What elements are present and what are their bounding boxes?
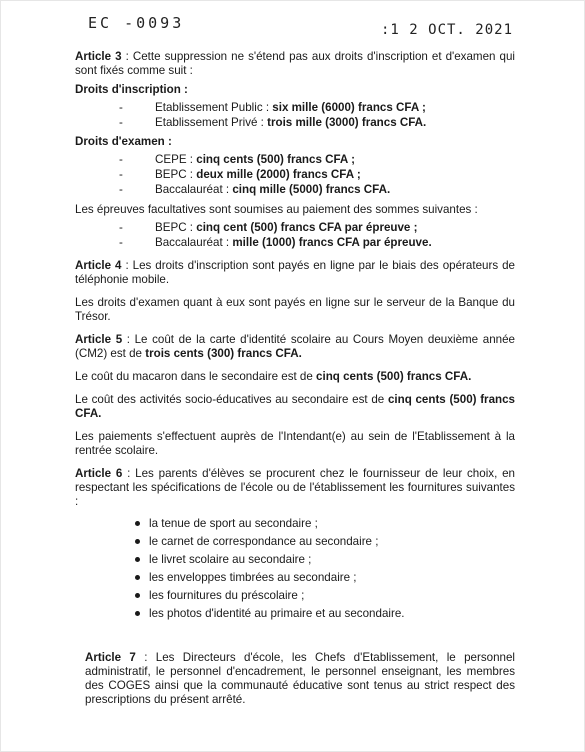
document-body — [75, 50, 515, 707]
article-5-paragraph-2: Le coût du macaron dans le secondaire est de cinq cents (500) francs CFA. — [75, 370, 472, 383]
list-item: - Baccalauréat : mille (1000) francs CFA par épreuve. — [119, 236, 515, 250]
list-item: - Etablissement Public : six mille (6000) francs CFA ; — [119, 101, 515, 115]
article-4 — [75, 259, 515, 287]
article-7 — [75, 651, 515, 707]
list-item: - CEPE : cinq cents (500) francs CFA ; — [119, 153, 515, 167]
article-7-label: Article 7 — [85, 651, 136, 664]
facultatives-list — [75, 221, 515, 250]
article-5-label: Article 5 — [75, 333, 123, 346]
list-item: - Etablissement Privé : trois mille (3000) francs CFA. — [119, 116, 515, 130]
article-6-text: : Les parents d'élèves se procurent chez le fournisseur de leur choix, en respectant les spécifications de l'école ou de l'établissement les fournitures suivantes : — [75, 467, 515, 508]
document-reference: EC -0093 — [88, 14, 185, 32]
droits-examen-title: Droits d'examen : — [75, 135, 172, 148]
document-date: :1 2 OCT. 2021 — [381, 22, 514, 38]
list-item: le carnet de correspondance au secondaire ; — [133, 533, 515, 551]
article-7-text: : Les Directeurs d'école, les Chefs d'Etablissement, le personnel administratif, le personnel d'encadrement, le personnel enseignant, les membres des COGES ainsi que la communauté éducative sont tenus au strict respect des prescriptions du présent arrêté. — [85, 651, 515, 706]
article-3 — [75, 50, 515, 78]
list-item: les fournitures du préscolaire ; — [133, 587, 515, 605]
list-item: les enveloppes timbrées au secondaire ; — [133, 569, 515, 587]
article-6 — [75, 467, 515, 509]
list-item: la tenue de sport au secondaire ; — [133, 515, 515, 533]
article-4-text: : Les droits d'inscription sont payés en ligne par le biais des opérateurs de téléphonie mobile. — [75, 259, 515, 286]
list-item: le livret scolaire au secondaire ; — [133, 551, 515, 569]
epreuves-facultatives-text: Les épreuves facultatives sont soumises au paiement des sommes suivantes : — [75, 203, 478, 216]
article-5-paragraph-4: Les paiements s'effectuent auprès de l'Intendant(e) au sein de l'Etablissement à la rentrée scolaire. — [75, 430, 515, 457]
article-3-label: Article 3 — [75, 50, 122, 63]
list-item: - Baccalauréat : cinq mille (5000) francs CFA. — [119, 183, 515, 197]
examen-list — [75, 153, 515, 197]
article-5: Article 5 : Le coût de la carte d'identité scolaire au Cours Moyen deuxième année (CM2) est de trois cents (300) francs CFA. — [75, 333, 515, 360]
article-4-label: Article 4 — [75, 259, 122, 272]
article-3-text: : Cette suppression ne s'étend pas aux droits d'inscription et d'examen qui sont fixés comme suit : — [75, 50, 515, 77]
inscription-list — [75, 101, 515, 130]
fournitures-list — [75, 515, 515, 623]
droits-inscription-title: Droits d'inscription : — [75, 83, 188, 96]
article-5-paragraph-3: Le coût des activités socio-éducatives au secondaire est de cinq cents (500) francs CFA. — [75, 393, 515, 420]
article-6-label: Article 6 — [75, 467, 123, 480]
list-item: - BEPC : cinq cent (500) francs CFA par épreuve ; — [119, 221, 515, 235]
list-item: les photos d'identité au primaire et au secondaire. — [133, 605, 515, 623]
list-item: - BEPC : deux mille (2000) francs CFA ; — [119, 168, 515, 182]
article-4-paragraph-2: Les droits d'examen quant à eux sont payés en ligne sur le serveur de la Banque du Trésor. — [75, 296, 515, 323]
